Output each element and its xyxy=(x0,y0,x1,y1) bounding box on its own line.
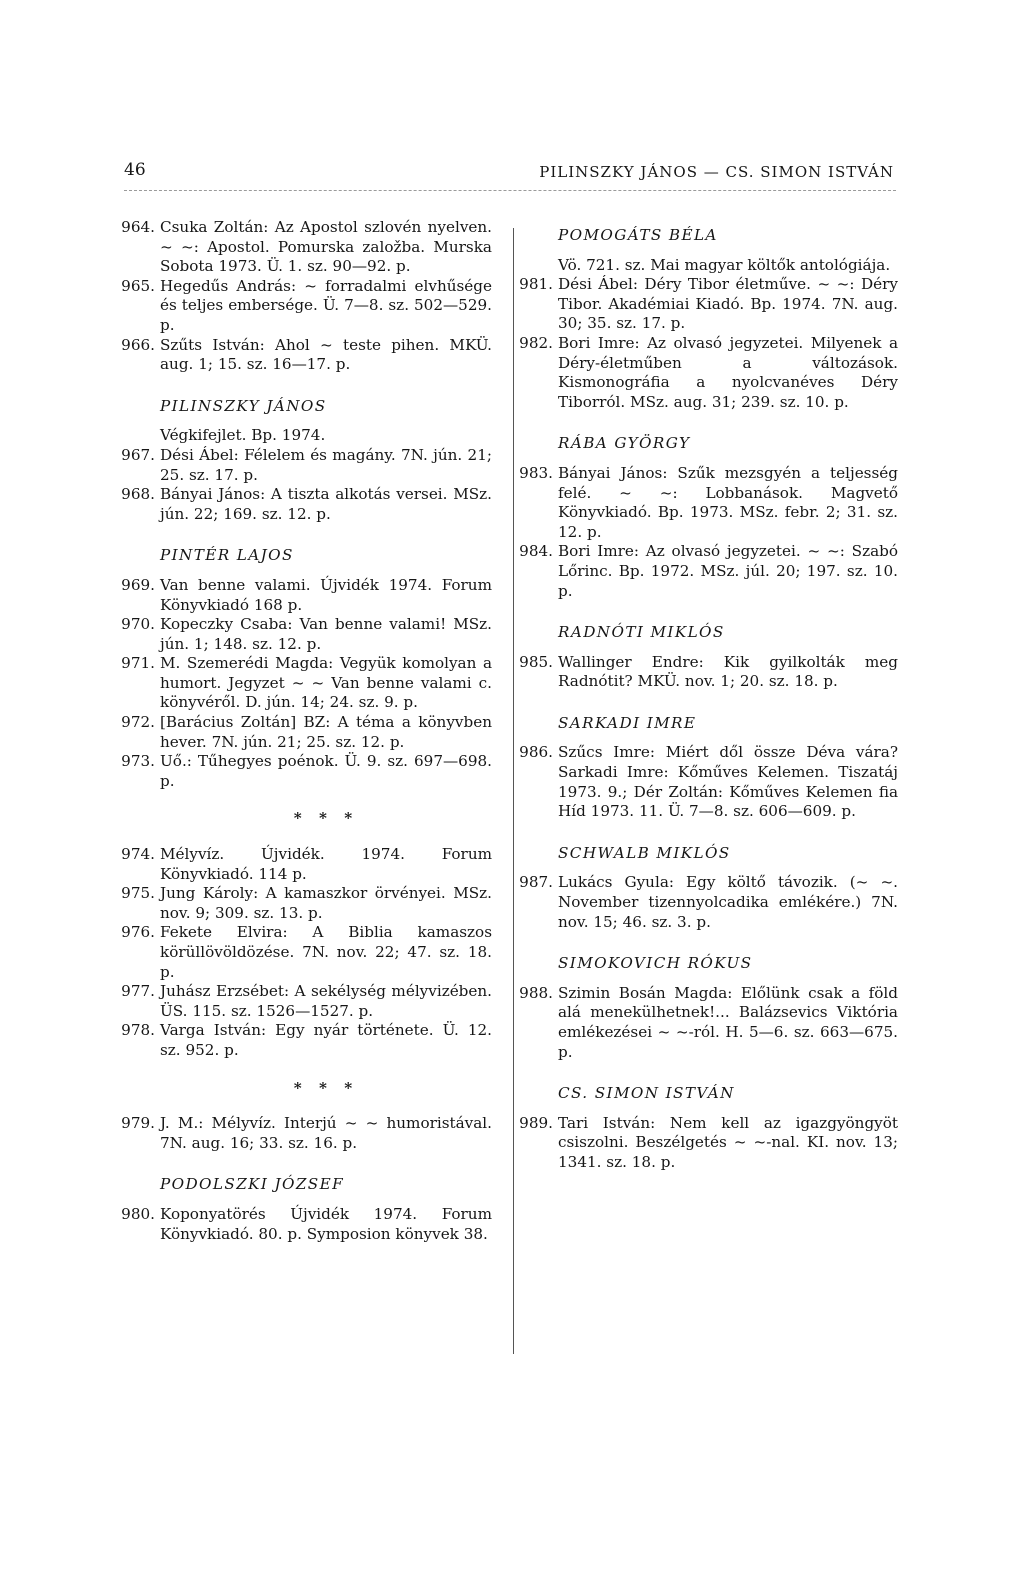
section-separator: * * * xyxy=(293,809,359,828)
bibliography-entry xyxy=(519,873,898,932)
entry-number: 965. xyxy=(121,276,155,295)
entry-number: 980. xyxy=(121,1204,155,1223)
bibliography-entry xyxy=(121,485,492,524)
entry-text: Tari István: Nem kell az igazgyöngyöt csiszolni. Beszélgetés ~ ~-nal. KI. nov. 13; 1341. sz. 18. p. xyxy=(558,1113,898,1171)
entry-text: Bori Imre: Az olvasó jegyzetei. ~ ~: Szabó Lőrinc. Bp. 1972. MSz. júl. 20; 197. sz. 10. p. xyxy=(558,542,898,600)
entry-text: Wallinger Endre: Kik gyilkolták meg Radnótit? MKÜ. nov. 1; 20. sz. 18. p. xyxy=(558,652,898,691)
entry-text: Hegedűs András: ~ forradalmi elvhűsége és teljes embersége. Ü. 7—8. sz. 502—529. p. xyxy=(160,276,492,334)
entry-number: 986. xyxy=(519,743,553,762)
bibliography-entry xyxy=(519,542,898,601)
entry-number: 982. xyxy=(519,333,553,352)
entry-text: Szimin Bosán Magda: Előlünk csak a föld alá menekülhetnek!... Balázsevics Viktória emlékezései ~ ~-ról. H. 5—6. sz. 663—675. p. xyxy=(558,983,898,1061)
entry-text: Dési Ábel: Déry Tibor életműve. ~ ~: Déry Tibor. Akadémiai Kiadó. Bp. 1974. 7N. aug. 30; 35. sz. 17. p. xyxy=(558,275,898,333)
entry-number: 987. xyxy=(519,873,553,892)
entry-number: 985. xyxy=(519,652,553,671)
bibliography-entry xyxy=(121,923,492,982)
entry-text: M. Szemerédi Magda: Vegyük komolyan a humort. Jegyzet ~ ~ Van benne valami c. könyvéről. D. jún. 14; 24. sz. 9. p. xyxy=(160,654,492,712)
entry-number: 976. xyxy=(121,923,155,942)
left-column xyxy=(121,218,492,1244)
entry-number: 975. xyxy=(121,884,155,903)
entry-text: Koponyatörés Újvidék 1974. Forum Könyvkiadó. 80. p. Symposion könyvek 38. xyxy=(160,1204,492,1243)
bibliography-entry xyxy=(519,743,898,821)
author-heading: RÁBA GYÖRGY xyxy=(558,434,691,453)
column-divider xyxy=(513,228,514,1354)
author-heading: PINTÉR LAJOS xyxy=(160,546,294,565)
entry-text: Dési Ábel: Félelem és magány. 7N. jún. 21; 25. sz. 17. p. xyxy=(160,445,492,484)
entry-text: Van benne valami. Újvidék 1974. Forum Könyvkiadó 168 p. xyxy=(160,575,492,614)
bibliography-entry xyxy=(121,713,492,752)
author-heading: SARKADI IMRE xyxy=(558,713,697,732)
header-rule xyxy=(124,190,896,191)
entry-text: Jung Károly: A kamaszkor örvényei. MSz. nov. 9; 309. sz. 13. p. xyxy=(160,884,492,922)
running-head: PILINSZKY JÁNOS — CS. SIMON ISTVÁN xyxy=(539,163,894,181)
bibliography-entry xyxy=(121,1114,492,1153)
entry-number: 969. xyxy=(121,575,155,594)
entry-number: 970. xyxy=(121,615,155,634)
bibliography-entry xyxy=(519,1113,898,1173)
bibliography-entry xyxy=(519,652,898,692)
entry-number: 973. xyxy=(121,752,155,771)
entry-number: 968. xyxy=(121,485,155,504)
author-heading: PODOLSZKI JÓZSEF xyxy=(160,1175,345,1194)
entry-text: Bányai János: Szűk mezsgyén a teljesség felé. ~ ~: Lobbanások. Magvető Könyvkiadó. Bp. 1973. MSz. febr. 2; 31. sz. 12. p. xyxy=(558,463,898,541)
bibliography-entry xyxy=(121,1204,492,1244)
entry-number: 989. xyxy=(519,1113,553,1132)
entry-number: 984. xyxy=(519,542,553,561)
entry-number: 978. xyxy=(121,1021,155,1040)
entry-number: 981. xyxy=(519,275,553,294)
entry-text: Uő.: Tűhegyes poénok. Ü. 9. sz. 697—698. p. xyxy=(160,752,492,790)
entry-text: Varga István: Egy nyár története. Ü. 12. sz. 952. p. xyxy=(160,1021,492,1059)
bibliography-entry xyxy=(121,982,492,1021)
bibliography-entry xyxy=(121,884,492,923)
bibliography-entry xyxy=(519,275,898,334)
author-heading: SIMOKOVICH RÓKUS xyxy=(558,954,753,973)
bibliography-entry xyxy=(121,575,492,615)
entry-text: Szűts István: Ahol ~ teste pihen. MKÜ. aug. 1; 15. sz. 16—17. p. xyxy=(160,335,492,374)
entry-text: Bányai János: A tiszta alkotás versei. MSz. jún. 22; 169. sz. 12. p. xyxy=(160,485,492,523)
entry-number: 972. xyxy=(121,713,155,732)
author-heading: RADNÓTI MIKLÓS xyxy=(558,623,725,642)
entry-number: 977. xyxy=(121,982,155,1001)
entry-text: Csuka Zoltán: Az Apostol szlovén nyelven. ~ ~: Apostol. Pomurska založba. Murska Sobota 1973. Ü. 1. sz. 90—92. p. xyxy=(160,218,492,276)
bibliography-entry xyxy=(519,333,898,412)
right-column xyxy=(519,218,898,1173)
section-separator: * * * xyxy=(293,1078,359,1097)
entry-text: Kopeczky Csaba: Van benne valami! MSz. jún. 1; 148. sz. 12. p. xyxy=(160,615,492,653)
entry-text: Szűcs Imre: Miért dől össze Déva vára? Sarkadi Imre: Kőműves Kelemen. Tiszatáj 1973. 9.; Dér Zoltán: Kőműves Kelemen fia Híd 1973. 11. Ü. 7—8. sz. 606—609. p. xyxy=(558,743,898,821)
bibliography-entry xyxy=(519,983,898,1062)
entry-number: 966. xyxy=(121,335,155,354)
entry-text: Mélyvíz. Újvidék. 1974. Forum Könyvkiadó. 114 p. xyxy=(160,845,492,883)
entry-text: [Barácius Zoltán] BZ: A téma a könyvben hever. 7N. jún. 21; 25. sz. 12. p. xyxy=(160,713,492,751)
entry-number: 971. xyxy=(121,654,155,673)
entry-text: Bori Imre: Az olvasó jegyzetei. Milyenek a Déry-életműben a változások. Kismonográfia a nyolcvanéves Déry Tiborról. MSz. aug. 31; 239. sz. 10. p. xyxy=(558,333,898,411)
page-number: 46 xyxy=(124,160,146,180)
bibliography-entry xyxy=(121,218,492,277)
bibliography-entry xyxy=(519,463,898,542)
work-note: Végkifejlet. Bp. 1974. xyxy=(160,426,326,445)
bibliography-entry xyxy=(121,1021,492,1060)
entry-number: 979. xyxy=(121,1114,155,1133)
bibliography-entry xyxy=(121,654,492,713)
entry-text: Juhász Erzsébet: A sekélység mélyvizében. ÜS. 115. sz. 1526—1527. p. xyxy=(160,982,492,1020)
bibliography-entry xyxy=(121,445,492,485)
entry-number: 974. xyxy=(121,845,155,864)
entry-number: 967. xyxy=(121,445,155,464)
bibliography-entry xyxy=(121,845,492,884)
entry-text: Lukács Gyula: Egy költő távozik. (~ ~. November tizennyolcadika emlékére.) 7N. nov. 15; 46. sz. 3. p. xyxy=(558,873,898,931)
entry-number: 983. xyxy=(519,463,553,482)
author-heading: SCHWALB MIKLÓS xyxy=(558,843,731,862)
author-heading: CS. SIMON ISTVÁN xyxy=(558,1084,735,1103)
bibliography-entry xyxy=(121,752,492,791)
entry-text: Fekete Elvira: A Biblia kamaszos körüllövöldözése. 7N. nov. 22; 47. sz. 18. p. xyxy=(160,923,492,981)
author-heading: PILINSZKY JÁNOS xyxy=(160,396,327,415)
entry-text: J. M.: Mélyvíz. Interjú ~ ~ humoristával. 7N. aug. 16; 33. sz. 16. p. xyxy=(160,1114,492,1152)
author-heading: POMOGÁTS BÉLA xyxy=(558,226,718,244)
entry-number: 988. xyxy=(519,983,553,1002)
bibliography-entry xyxy=(121,615,492,654)
bibliography-entry xyxy=(121,276,492,336)
entry-number: 964. xyxy=(121,218,155,236)
bibliography-entry xyxy=(121,335,492,375)
work-note: Vö. 721. sz. Mai magyar költők antológiája. xyxy=(558,255,891,274)
